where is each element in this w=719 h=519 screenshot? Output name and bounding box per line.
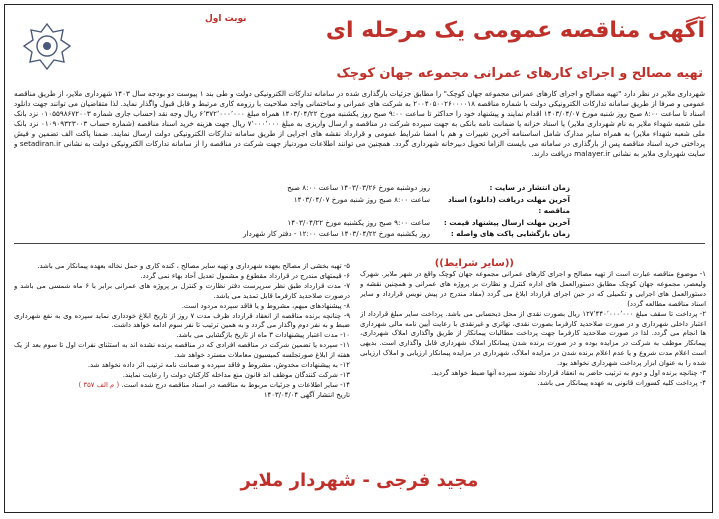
date-value: ساعت ۸:۰۰ صبح روز شنبه مورخ ۱۴۰۳/۰۴/۰۷ xyxy=(293,194,430,204)
condition-text: ۱۴- سایر اطلاعات و جزئیات مربوط به مناقصه در اسناد مناقصه درج شده است. xyxy=(121,380,350,389)
condition-item: ۸- پیشنهادهای مبهم، مشروط و یا فاقد سپرده مردود است. xyxy=(181,301,350,310)
condition-item: ۱- موضوع مناقصه عبارت است از تهیه مصالح و اجرای کارهای عمرانی مجموعه جهان کوچک واقع در شهر ملایر. شهرک ولیعصر، مجموعه جهان کوچک مطابق دستورالعمل های اداره کنترل و نظارت بر پروژه های عمرانی و همچنین نقشه و دستورالعمل های اجرایی و تکمیلی که در حین اجرای قرارداد ابلاغ می گردد (مفاد مندرج در پیش نویس قرارداد و سایر اسناد مناقصه مطالعه گردد) xyxy=(360,270,706,308)
section-divider xyxy=(14,243,705,244)
mayor-signature: مجید فرجی - شهردار ملایر xyxy=(240,470,479,491)
conditions-right-column xyxy=(360,270,706,446)
publish-date: تاریخ انتشار آگهی ۱۴۰۳/۰۴/۰۴ xyxy=(263,390,350,399)
ad-subtitle: تهیه مصالح و اجرای کارهای عمرانی مجموعه جهان کوچک xyxy=(336,66,703,81)
condition-item: ۵- تهیه بخشی از مصالح بعهده شهرداری و تهیه سایر مصالح ، کنده کاری و حمل نخاله بعهده پیمانکار می باشد. xyxy=(37,262,350,270)
condition-item: ۱۲- به پیشنهادات مخدوش، مشروط و فاقد سپرده و ضمانت نامه ترتیب اثر داده نخواهد شد. xyxy=(87,361,350,370)
condition-item: ۷- مدت قرارداد طبق نظر سرپرست دفتر نظارت و کنترل بر پروژه های عمرانی برابر با ۶ ماه شمسی می باشد و درصورت صلاحدید کارفرما قابل تمدید می باشد. xyxy=(14,281,350,300)
condition-item: ۹- چنانچه برنده مناقصه از انعقاد قرارداد ظرف مدت ۷ روز از تاریخ ابلاغ خودداری نماید سپرده وی به نفع شهرداری ضبط و به نفر دوم واگذار می گردد و به همین ترتیب تا نفر سوم ادامه خواهد داشت. xyxy=(14,311,350,330)
condition-item: ۴- پرداخت کلیه کسورات قانونی به عهده پیمانکار می باشد. xyxy=(537,378,706,387)
ad-body-text: شهرداری ملایر در نظر دارد "تهیه مصالح و اجرای کارهای عمرانی مجموعه جهان کوچک" را مطابق جزئیات بارگذاری شده در سامانه تدارکات الکترونیکی دولت و طی بند ۱ پیوست دو بودجه سال ۱۴۰۳ شهرداری ملایر، از طریق مناقصه عمومی و صرفا از طریق سامانه تدارکات الکترونیکی دولت با شماره مناقصه ۲۰۰۴۰۵۰۰۲۶۰۰۰۰۱۸ به شرکت های عمرانی و ساختمانی واجد صلاحیت با رزومه کاری مرتبط و قابل قبول واگذار نماید. لذا متقاضیان می توانند جهت دانلود اسناد تا ساعت ۸:۰۰ صبح روز شنبه مورخ ۱۴۰۳/۰۴/۰۷ اقدام نمایند و پیشنهاد خود را حداکثر تا ساعت ۹:۰۰ صبح روز یکشنبه مورخ ۱۴۰۳/۰۴/۲۲ همراه مبلغ ۶٬۳۷۲٬۰۰۰٬۰۰۰ ریال وجه نقد (حساب جاری شماره ۰۱۰۵۵۹۸۶۷۲۰۰۳ نزد بانک ملی شعبه شهداء ملایر به نام شهرداری ملایر) یا اسناد خزانه یا ضمانت نامه بانکی به جهت سپرده شرکت در مناقصه و ارسال واریزی به مبلغ ۷٬۰۰۰٬۰۰۰ ریال جهت هزینه خرید اسناد مناقصه (شماره حساب ۰۱۰۹۰۹۳۲۳۰۰۳ نزد بانک ملی شعبه شهداء ملایر) به همراه سایر مدارک شامل اساسنامه آخرین تغییرات و هم با امضا شرایط عمومی و قرارداد نقشه های اجرایی از طریق سامانه تدارکات الکترونیکی دولت ارسال نمایند. ضمنا پاکت الف تضمین و فیش پرداختی خرید اسناد مناقصه پس از بارگذاری در سامانه می بایست الزاما تحویل دبیرخانه شهرداری گردد. همچنین می توانند اطلاعات موردنیاز جهت شرکت در مناقصه را از سامانه تدارکات الکترونیکی دولت به نشانی setadiran.ir و سایت شهرداری ملایر به نشانی malayer.ir دریافت دارند. xyxy=(14,89,705,158)
condition-item: ۳- چنانچه برنده اول و دوم به ترتیب حاضر به انعقاد قرارداد نشوند سپرده آنها ضبط خواهد گردید. xyxy=(431,369,706,378)
ad-title: آگهی مناقصه عمومی یک مرحله ای xyxy=(325,18,705,43)
date-row xyxy=(140,217,570,229)
condition-item: ۱۱- سپرده یا تضمین شرکت در مناقصه افرادی که در مناقصه برنده نشده اند به استثنای نفرات اول تا سوم بعد از یک هفته از ابلاغ صورتجلسه کمیسیون معاملات مسترد خواهد شد. xyxy=(14,341,350,360)
date-value: ساعت ۹:۰۰ صبح روز یکشنبه مورخ ۱۴۰۳/۰۴/۲۲ xyxy=(287,217,430,227)
municipality-logo-icon xyxy=(22,22,72,74)
ad-code-note: ( م الف ۳۵۷ ) xyxy=(78,380,120,389)
date-label: زمان انتشار در سایت : xyxy=(489,183,570,192)
date-value: روز یکشنبه مورخ ۱۴۰۳/۰۴/۲۲ ساعت ۱۲:۰۰ - دفتر کار شهردار xyxy=(243,229,430,238)
date-value: روز دوشنبه مورخ ۱۴۰۳/۰۳/۲۶ ساعت ۸:۰۰ صبح xyxy=(287,183,430,192)
dates-table xyxy=(140,182,570,240)
date-label: زمان بازگشایی پاکت های واصله : xyxy=(450,229,570,238)
conditions-title: ((سایر شرایط)) xyxy=(434,258,514,269)
first-issue-badge: نوبت اول xyxy=(205,14,247,24)
conditions-left-column xyxy=(14,262,350,456)
date-label: آخرین مهلت دریافت (دانلود) اسناد مناقصه : xyxy=(448,194,570,215)
condition-item xyxy=(14,381,350,391)
condition-item: ۶- قیمتهای مندرج در قرارداد مقطوع و مشمول تعدیل آحاد بهاء نمی گردد. xyxy=(140,271,350,280)
condition-item: ۱۳- شرکت کنندگان موظف اند قانون منع مداخله کارکنان دولت را رعایت نمایند. xyxy=(122,370,350,379)
date-row xyxy=(140,182,570,194)
date-row xyxy=(140,194,570,217)
date-row xyxy=(140,228,570,240)
condition-item: ۱۰- مدت اعتبار پیشنهادات ۳ ماه از تاریخ بازگشایی می باشد. xyxy=(176,331,350,340)
condition-item: ۲- پرداخت تا سقف مبلغ ۱۲۷٬۴۴۰٬۰۰۰٬۰۰۰ ریال بصورت نقدی از محل ذیحسابی می باشد. پرداخت سایر مبلغ قرارداد از اعتبار داخلی شهرداری و در صورت صلاحدید کارفرما بصورت نقدی، تهاتری و غیرنقدی با رعایت آیین نامه مالی شهرداری ها انجام می گردد. لذا در صورت صلاحدید کارفرما جهت پرداخت مطالبات پیمانکار از طریق واگذاری املاک شهرداری، پیمانکار موظف به شرکت در مزایده بوده و در صورت برنده شدن پیمانکار املاک شهرداری قابل واگذاری است. بدیهی است اعلام مدت شروع و یا عدم اعلام برنده شدن در مزایده املاک، شهرداری در مزایده پیمانکار ارزیابی و املاک ارزیابی شده را به عنوان ابزار پرداخت شهرداری نخواهد بود. xyxy=(360,309,706,368)
date-label: آخرین مهلت ارسال پیشنهاد قیمت : xyxy=(443,217,570,227)
